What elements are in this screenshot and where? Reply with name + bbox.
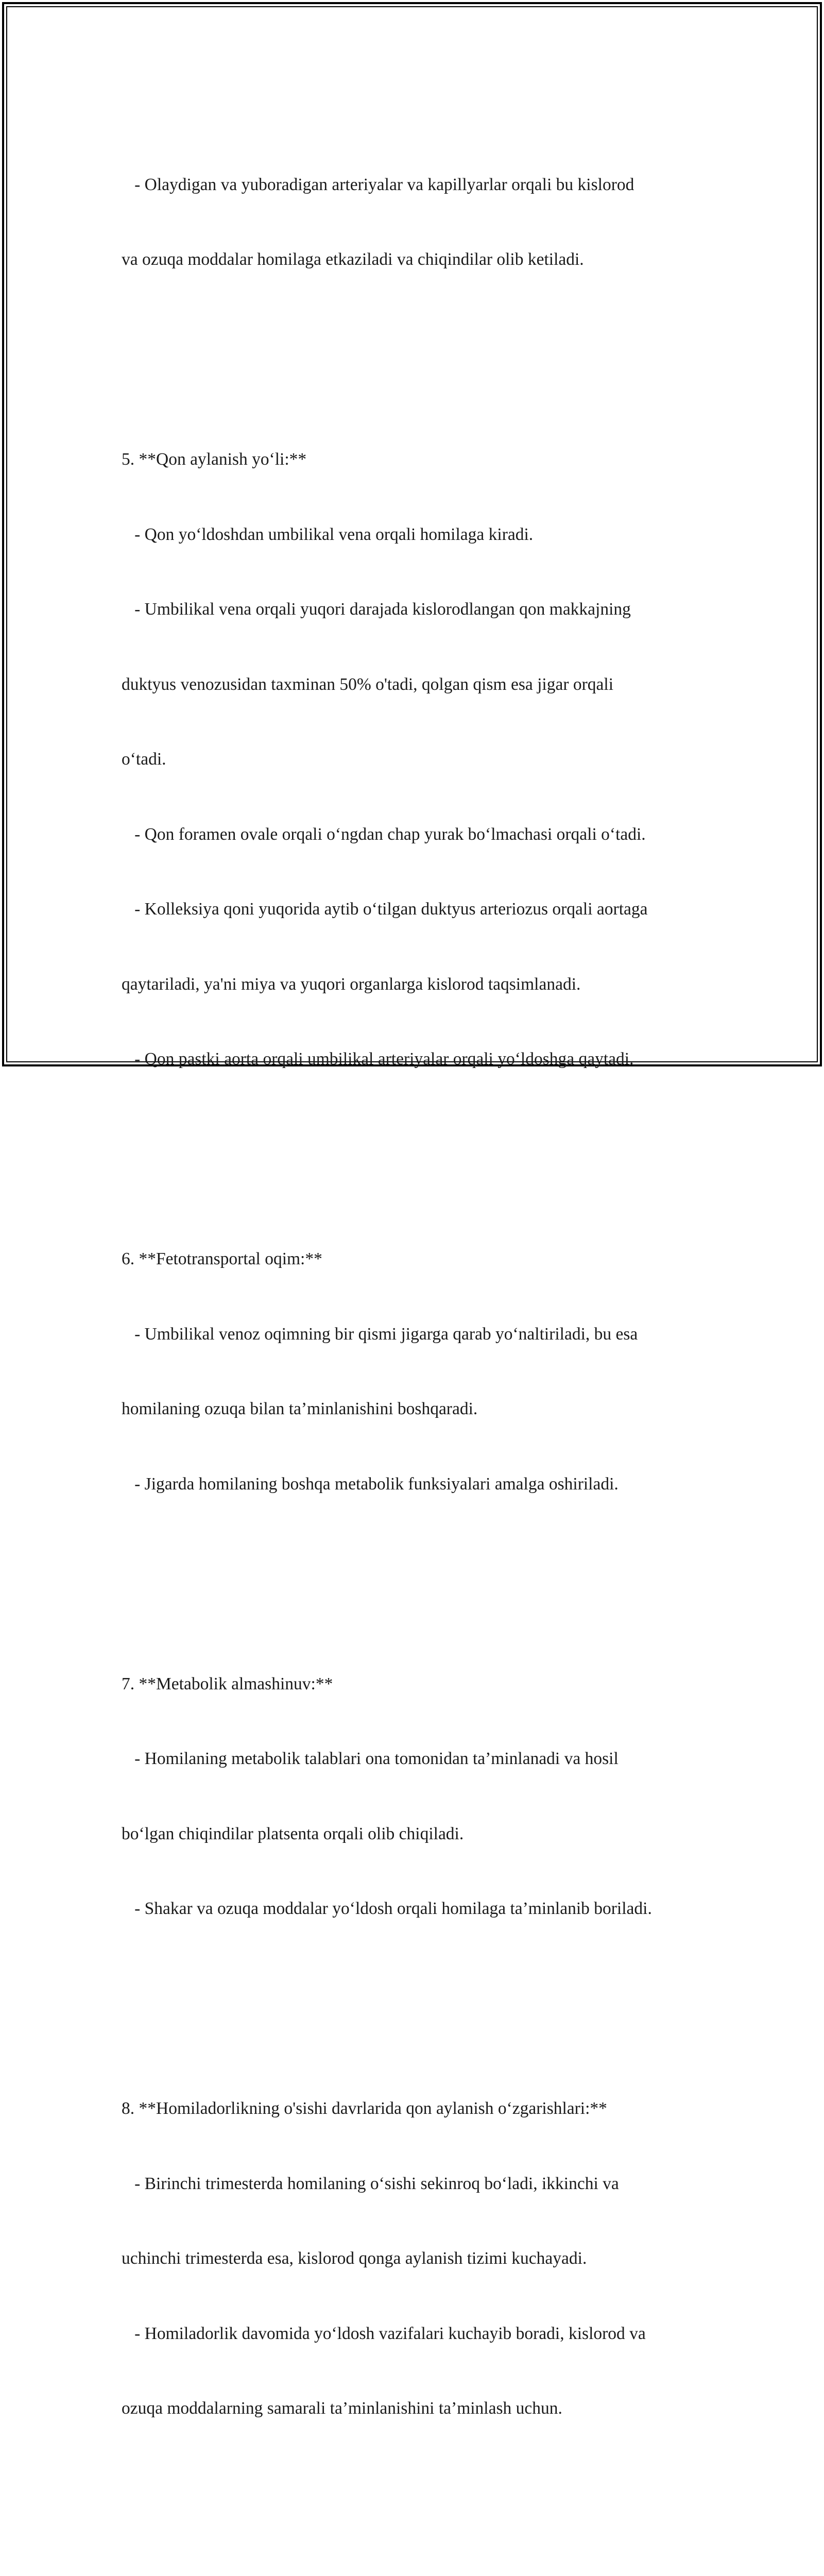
text-line: - Homilaning metabolik talablari ona tomonidan ta’minlanadi va hosil (122, 1749, 619, 1768)
section-heading: 7. **Metabolik almashinuv:** (122, 1674, 333, 1693)
text-line: - Homiladorlik davomida yo‘ldosh vazifalari kuchayib boradi, kislorod va (122, 2324, 646, 2343)
section-heading: 8. **Homiladorlikning o'sishi davrlarida qon aylanish o‘zgarishlari:** (122, 2099, 607, 2118)
text-line: - Umbilikal vena orqali yuqori darajada kislorodlangan qon makkajning (122, 600, 631, 619)
text-line: va ozuqa moddalar homilaga etkaziladi va chiqindilar olib ketiladi. (122, 250, 584, 269)
text-line: bo‘lgan chiqindilar platsenta orqali olib chiqiladi. (122, 1824, 464, 1843)
text-line: homilaning ozuqa bilan ta’minlanishini boshqaradi. (122, 1399, 478, 1418)
text-line: qaytariladi, ya'ni miya va yuqori organlarga kislorod taqsimlanadi. (122, 974, 581, 994)
text-line: ozuqa moddalarning samarali ta’minlanishini ta’minlash uchun. (122, 2399, 562, 2418)
section-heading: 5. **Qon aylanish yo‘li:** (122, 450, 307, 469)
section-heading: 6. **Fetotransportal oqim:** (122, 1249, 322, 1268)
text-line: - Kolleksiya qoni yuqorida aytib o‘tilgan duktyus arteriozus orqali aortaga (122, 900, 648, 919)
paragraph-gap (122, 323, 729, 348)
text-line: - Shakar va ozuqa moddalar yo‘ldosh orqali homilaga ta’minlanib boriladi. (122, 1899, 652, 1918)
text-line: - Qon yo‘ldoshdan umbilikal vena orqali homilaga kiradi. (122, 524, 534, 544)
text-line: duktyus venozusidan taxminan 50% o'tadi, qolgan qism esa jigar orqali (122, 674, 614, 694)
text-line: - Qon pastki aorta orqali umbilikal arteriyalar orqali yo‘ldoshga qaytadi. (122, 1049, 634, 1069)
paragraph-gap (122, 2471, 729, 2497)
paragraph-gap (122, 1122, 729, 1147)
text-line: - Umbilikal venoz oqimning bir qismi jigarga qarab yo‘naltiriladi, bu esa (122, 1324, 638, 1344)
text-line: - Olaydigan va yuboradigan arteriyalar va kapillyarlar orqali bu kislorod (122, 175, 634, 194)
text-line: - Qon foramen ovale orqali o‘ngdan chap yurak bo‘lmachasi orqali o‘tadi. (122, 824, 646, 844)
text-line: uchinchi trimesterda esa, kislorod qonga aylanish tizimi kuchayadi. (122, 2249, 587, 2268)
paragraph-gap (122, 1547, 729, 1572)
paragraph-gap (122, 1972, 729, 1997)
text-line: - Birinchi trimesterda homilaning o‘sishi sekinroq bo‘ladi, ikkinchi va (122, 2174, 619, 2193)
text-line: - Jigarda homilaning boshqa metabolik funksiyalari amalga oshiriladi. (122, 1474, 619, 1494)
document-body (122, 97, 729, 2576)
text-line: o‘tadi. (122, 750, 166, 769)
